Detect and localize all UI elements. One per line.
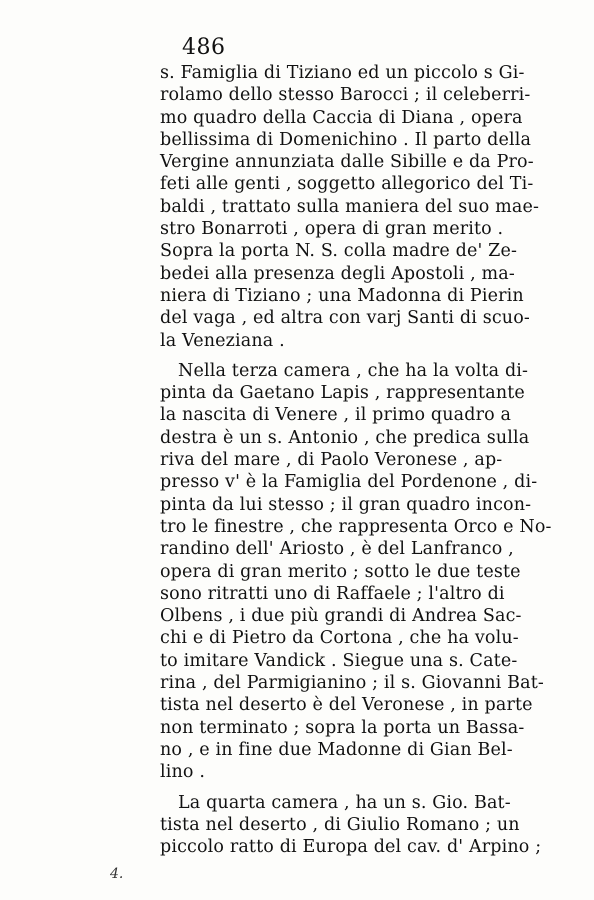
paragraph-gap	[160, 784, 560, 792]
text-line: mo quadro della Caccia di Diana , opera	[160, 107, 523, 128]
text-line: chi e di Pietro da Cortona , che ha volu-	[160, 628, 519, 649]
text-line: sono ritratti uno di Raffaele ; l'altro di	[160, 583, 505, 604]
text-line: non terminato ; sopra la porta un Bassa-	[160, 717, 525, 738]
text-line: la Veneziana .	[160, 330, 285, 351]
page-number: 486	[182, 35, 226, 60]
text-line: rolamo dello stesso Barocci ; il celeberri-	[160, 85, 531, 106]
text-line: pinta da Gaetano Lapis , rappresentante	[160, 383, 525, 404]
text-line: presso v' è la Famiglia del Pordenone , di-	[160, 472, 538, 493]
text-line: bedei alla presenza degli Apostoli , ma-	[160, 263, 515, 284]
footer-mark: 4.	[110, 866, 124, 882]
text-line: niera di Tiziano ; una Madonna di Pierin	[160, 285, 524, 306]
body-text	[160, 62, 560, 858]
text-line: Vergine annunziata dalle Sibille e da Pro-	[160, 152, 534, 173]
text-line: destra è un s. Antonio , che predica sulla	[160, 427, 530, 448]
text-line: pinta da lui stesso ; il gran quadro incon-	[160, 494, 532, 515]
text-line: feti alle genti , soggetto allegorico del Ti-	[160, 174, 534, 195]
text-line: rina , del Parmigianino ; il s. Giovanni Bat-	[160, 673, 544, 694]
text-line: Sopra la porta N. S. colla madre de' Ze-	[160, 241, 518, 262]
paragraph	[160, 792, 560, 859]
text-line: Nella terza camera , che ha la volta di-	[178, 360, 529, 381]
text-line: randino dell' Ariosto , è del Lanfranco ,	[160, 539, 514, 560]
text-line: riva del mare , di Paolo Veronese , ap-	[160, 450, 503, 471]
text-line: opera di gran merito ; sotto le due teste	[160, 561, 521, 582]
text-line: no , e in fine due Madonne di Gian Bel-	[160, 739, 513, 760]
paragraph-gap	[160, 352, 560, 360]
text-line: baldi , trattato sulla maniera del suo mae-	[160, 196, 540, 217]
paragraph	[160, 62, 560, 352]
text-line: to imitare Vandick . Siegue una s. Cate-	[160, 650, 518, 671]
text-line: del vaga , ed altra con varj Santi di scuo-	[160, 308, 530, 329]
text-line: stro Bonarroti , opera di gran merito .	[160, 219, 504, 240]
text-line: s. Famiglia di Tiziano ed un piccolo s Gi-	[160, 63, 525, 83]
text-line: La quarta camera , ha un s. Gio. Bat-	[178, 792, 511, 813]
text-line: tista nel deserto è del Veronese , in parte	[160, 695, 533, 716]
text-line: Olbens , i due più grandi di Andrea Sac-	[160, 606, 522, 627]
text-line: lino .	[160, 762, 206, 783]
text-line: tista nel deserto , di Giulio Romano ; un	[160, 814, 520, 835]
paragraph	[160, 360, 560, 784]
text-line: piccolo ratto di Europa del cav. d' Arpino ;	[160, 837, 542, 858]
text-line: bellissima di Domenichino . Il parto della	[160, 129, 532, 150]
text-line: tro le finestre , che rappresenta Orco e No-	[160, 516, 552, 537]
text-line: la nascita di Venere , il primo quadro a	[160, 405, 512, 426]
